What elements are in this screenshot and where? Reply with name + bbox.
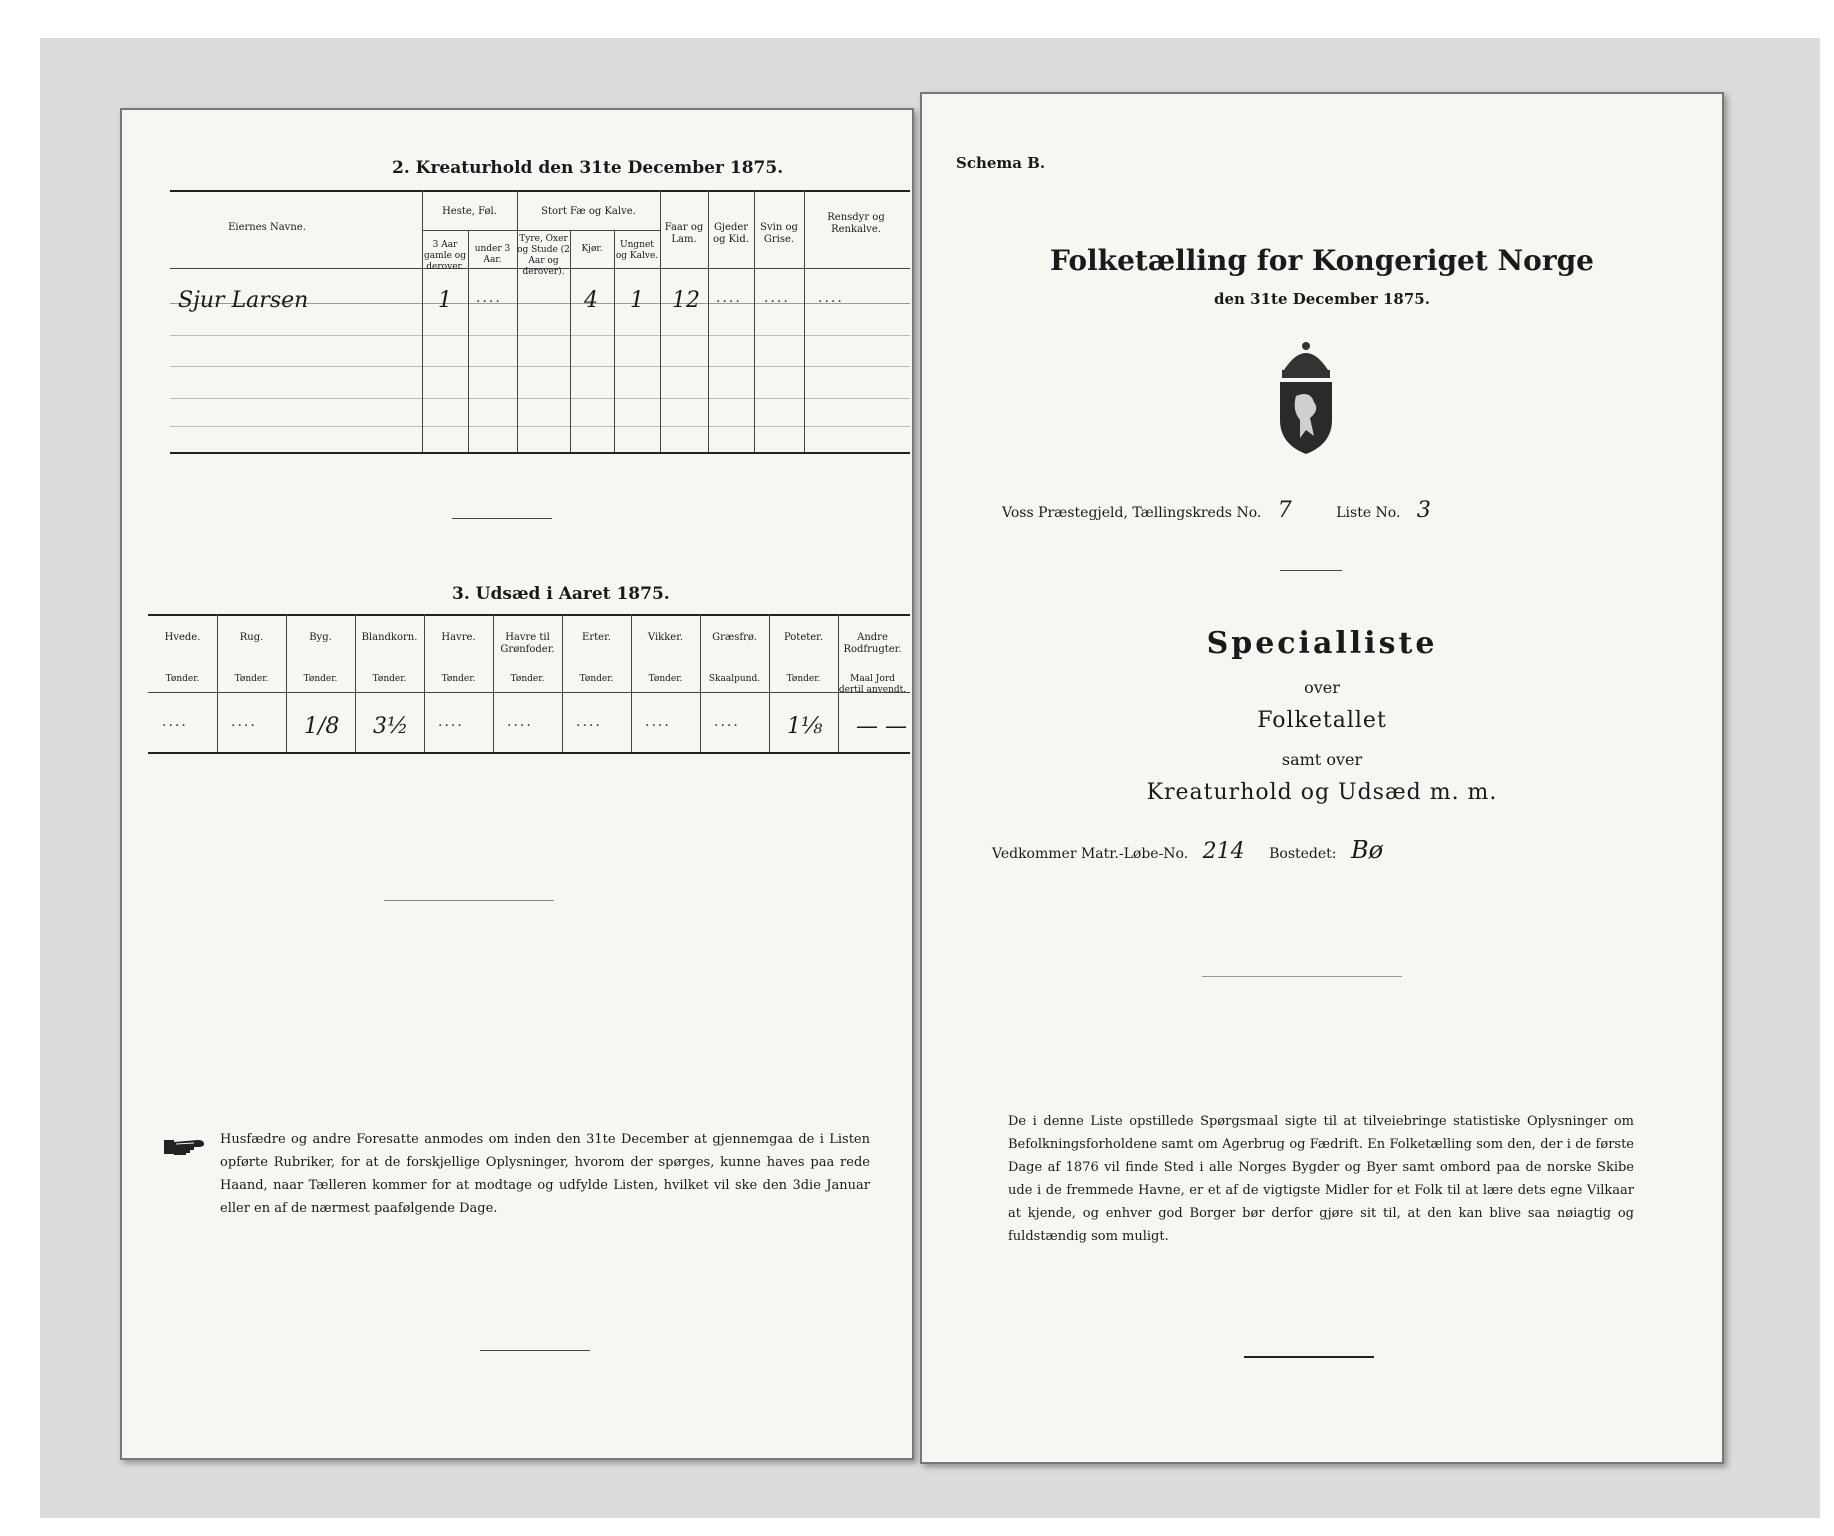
seed-col-unit: Tønder. bbox=[786, 674, 821, 684]
seed-col-header: Poteter. bbox=[783, 632, 824, 643]
group-gjeder: Gjeder og Kid. bbox=[713, 222, 749, 245]
sub-ungnet: Ungnet og Kalve. bbox=[615, 240, 659, 261]
seed-value: 3½ bbox=[373, 714, 409, 739]
pointing-hand-icon bbox=[164, 1134, 212, 1160]
seed-col-unit: Tønder. bbox=[441, 674, 476, 684]
notice-text: Husfædre og andre Foresatte anmodes om inden den 31te December at gjennemgaa de i Listen opførte Rubriker, for at de forskjellige Oplysninger, hvorom der spørges, kunne haves paa rede Haand, naar Tælleren kommer for at modtage og udfylde Listen, hvilket vil ske den 3die Januar eller en af de nærmest paafølgende Dage. bbox=[220, 1132, 870, 1216]
kreaturhold-text: Kreaturhold og Udsæd m. m. bbox=[1146, 780, 1498, 805]
seed-value: .... bbox=[507, 714, 533, 730]
value-svin: .... bbox=[764, 290, 790, 306]
group-rule bbox=[422, 230, 517, 231]
main-title: Folketælling for Kongeriget Norge bbox=[1050, 244, 1594, 277]
seed-value: — — bbox=[856, 714, 907, 739]
seed-col-unit: Tønder. bbox=[165, 674, 200, 684]
specialliste-heading: Specialliste bbox=[1206, 626, 1438, 661]
table2-row-rule bbox=[170, 335, 910, 336]
liste-label: Liste No. bbox=[1336, 505, 1401, 521]
left-page bbox=[120, 108, 914, 1460]
district-line bbox=[1002, 498, 1431, 523]
seed-col-unit: Tønder. bbox=[303, 674, 338, 684]
group-stort-fae: Stort Fæ og Kalve. bbox=[541, 206, 636, 217]
district-prefix: Voss Præstegjeld, bbox=[1002, 505, 1128, 521]
seed-col-header: Rug. bbox=[239, 632, 264, 643]
value-heste-young: .... bbox=[476, 290, 502, 306]
seed-col-unit: Skaalpund. bbox=[708, 674, 761, 684]
separator bbox=[1202, 976, 1402, 977]
bosted-label: Bostedet: bbox=[1269, 846, 1337, 862]
table3-header-rule bbox=[148, 692, 910, 693]
seed-col-header: Havre til Grønfoder. bbox=[500, 632, 555, 655]
table2-row-rule bbox=[170, 426, 910, 427]
group-svin: Svin og Grise. bbox=[760, 222, 798, 245]
owner-header: Eiernes Navne. bbox=[228, 222, 306, 233]
sub-heste-old: 3 Aar gamle og derover. bbox=[424, 240, 466, 272]
sub-kjor: Kjør. bbox=[581, 244, 603, 254]
separator bbox=[480, 1350, 590, 1351]
seed-col-unit: Tønder. bbox=[648, 674, 683, 684]
group-faar: Faar og Lam. bbox=[664, 222, 704, 245]
coat-of-arms-icon bbox=[1270, 340, 1342, 456]
col-divider bbox=[570, 230, 571, 452]
seed-value: 1⅛ bbox=[787, 714, 823, 739]
kreds-label: Tællingskreds No. bbox=[1132, 505, 1262, 521]
seed-col-header: Erter. bbox=[582, 632, 611, 643]
over-text: over bbox=[1304, 678, 1340, 697]
section2-title: 2. Kreaturhold den 31te December 1875. bbox=[392, 158, 784, 178]
col-divider bbox=[614, 230, 615, 452]
value-faar: 12 bbox=[672, 288, 700, 313]
seed-value: 1/8 bbox=[304, 714, 340, 739]
seed-col-header: Græsfrø. bbox=[712, 632, 757, 643]
separator bbox=[1280, 570, 1342, 571]
group-rule bbox=[517, 230, 660, 231]
right-page bbox=[920, 92, 1724, 1464]
schema-label: Schema B. bbox=[956, 154, 1046, 172]
seed-col-unit: Maal Jord dertil anvendt. bbox=[838, 674, 907, 695]
samt-over-text: samt over bbox=[1281, 750, 1363, 769]
table3-bottom-rule bbox=[148, 752, 910, 754]
table2-row-rule bbox=[170, 398, 910, 399]
seed-value: .... bbox=[438, 714, 464, 730]
seed-col-unit: Tønder. bbox=[510, 674, 545, 684]
seed-col-unit: Tønder. bbox=[234, 674, 269, 684]
seed-col-header: Byg. bbox=[309, 632, 332, 643]
group-rensdyr: Rensdyr og Renkalve. bbox=[827, 212, 885, 235]
folketallet-text: Folketallet bbox=[1257, 708, 1387, 733]
value-rensdyr: .... bbox=[818, 290, 844, 306]
section3-title: 3. Udsæd i Aaret 1875. bbox=[452, 584, 670, 604]
seed-col-unit: Tønder. bbox=[579, 674, 614, 684]
table2-top-rule bbox=[170, 190, 910, 192]
census-date: den 31te December 1875. bbox=[1214, 290, 1430, 308]
value-kjor: 4 bbox=[584, 288, 598, 313]
seed-col-unit: Tønder. bbox=[372, 674, 407, 684]
matr-line bbox=[992, 836, 1383, 864]
sub-tyre: Tyre, Oxer og Stude (2 Aar og derover). bbox=[517, 234, 570, 277]
owner-name: Sjur Larsen bbox=[178, 288, 309, 313]
value-gjeder: .... bbox=[716, 290, 742, 306]
seed-value: .... bbox=[162, 714, 188, 730]
seed-col-header: Havre. bbox=[441, 632, 476, 643]
explanatory-paragraph: De i denne Liste opstillede Spørgsmaal sigte til at tilveiebringe statistiske Oplysninger om Befolkningsforholdene samt om Agerbrug og Fædrift. En Folketælling som den, der i de første Dage af 1876 vil finde Sted i alle Norges Bygder og Byer samt ombord paa de norske Skibe ude i de fremmede Havne, er et af de vigtigste Midler for et Folk til at lære dets egne Vilkaar at kjende, og enhver god Borger bør derfor gjøre sit til, at den kan blive saa nøiagtig og fuldstændig som muligt. bbox=[1008, 1114, 1634, 1244]
seed-value: .... bbox=[576, 714, 602, 730]
table2-bottom-rule bbox=[170, 452, 910, 454]
sub-heste-young: under 3 Aar. bbox=[474, 244, 511, 265]
separator bbox=[1244, 1356, 1374, 1358]
bosted-value: Bø bbox=[1350, 836, 1384, 864]
seed-value: .... bbox=[231, 714, 257, 730]
seed-value: .... bbox=[714, 714, 740, 730]
matr-label: Vedkommer Matr.-Løbe-No. bbox=[992, 846, 1189, 862]
matr-value: 214 bbox=[1202, 839, 1245, 864]
separator bbox=[452, 518, 552, 519]
seed-col-header: Andre Rodfrugter. bbox=[843, 632, 902, 655]
kreds-no: 7 bbox=[1277, 498, 1292, 523]
seed-value: .... bbox=[645, 714, 671, 730]
value-heste-old: 1 bbox=[438, 288, 452, 313]
table3-top-rule bbox=[148, 614, 910, 616]
group-heste: Heste, Føl. bbox=[442, 206, 497, 217]
separator bbox=[384, 900, 554, 901]
liste-no: 3 bbox=[1416, 498, 1431, 523]
seed-col-header: Vikker. bbox=[647, 632, 684, 643]
seed-col-header: Blandkorn. bbox=[361, 632, 418, 643]
table2-row-rule bbox=[170, 366, 910, 367]
value-ungnet: 1 bbox=[630, 288, 644, 313]
seed-col-header: Hvede. bbox=[164, 632, 201, 643]
